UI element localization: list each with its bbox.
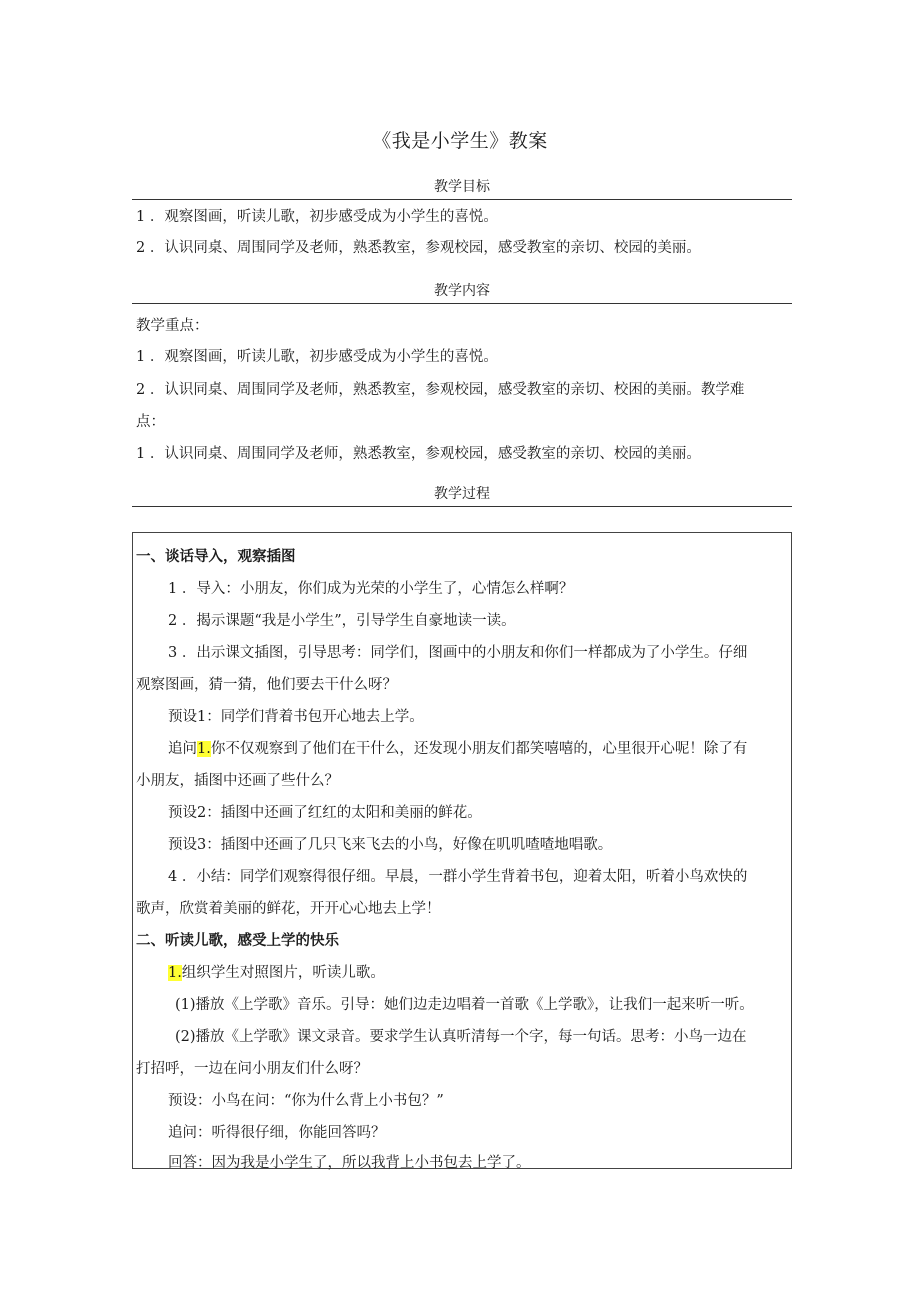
highlighted-number: 1. (168, 965, 182, 981)
process-line: 回答：因为我是小学生了，所以我背上小书包去上学了。 (168, 1155, 531, 1171)
follow-up-text: 你不仅观察到了他们在干什么，还发现小朋友们都笑嘻嘻的，心里很开心呢！除了有 (210, 741, 748, 757)
process-line: 歌声，欣赏着美丽的鲜花，开开心心地去上学！ (136, 901, 441, 917)
process-line: 预设1：同学们背着书包开心地去上学。 (168, 709, 424, 725)
process-line: 2 ．揭示课题“我是小学生”，引导学生自豪地读一读。 (168, 613, 516, 629)
process-line: 追问：听得很仔细，你能回答吗？ (168, 1125, 386, 1141)
key-points-label: 教学重点： (136, 318, 209, 334)
process-line: 观察图画，猜一猜，他们要去干什么呀？ (136, 677, 397, 693)
process-line: 预设2：插图中还画了红红的太阳和美丽的鲜花。 (168, 805, 482, 821)
part2-heading: 二、听读儿歌，感受上学的快乐 (136, 933, 339, 949)
process-line: 预设：小鸟在问：“你为什么背上小书包？” (168, 1093, 444, 1109)
process-line: 打招呼，一边在问小朋友们什么呀？ (136, 1061, 368, 1077)
key-point-item: 1 ．观察图画，听读儿歌，初步感受成为小学生的喜悦。 (136, 349, 498, 365)
objective-item: 2 ．认识同桌、周围同学及老师，熟悉教室，参观校园，感受教室的亲切、校园的美丽。 (136, 240, 701, 256)
difficult-point-item: 1 ．认识同桌、周围同学及老师，熟悉教室，参观校园，感受教室的亲切、校园的美丽。 (136, 446, 701, 462)
section-heading-process: 教学过程 (132, 483, 792, 507)
process-line: 小朋友，插图中还画了些什么？ (136, 773, 339, 789)
process-line: 预设3：插图中还画了几只飞来飞去的小鸟，好像在叽叽喳喳地唱歌。 (168, 837, 613, 853)
highlighted-number: 1. (197, 741, 211, 757)
follow-up-prefix: 追问 (168, 741, 197, 757)
process-line: (2)播放《上学歌》课文录音。要求学生认真听清每一个字，每一句话。思考：小鸟一边在 (175, 1029, 747, 1045)
key-point-item: 2 ．认识同桌、周围同学及老师，熟悉教室，参观校园，感受教室的亲切、校困的美丽。教学难 (136, 382, 745, 398)
section-heading-content: 教学内容 (132, 280, 792, 304)
key-point-wrap: 点： (136, 414, 165, 430)
process-line: (1)播放《上学歌》音乐。引导：她们边走边唱着一首歌《上学歌》，让我们一起来听一听。 (175, 997, 754, 1013)
objective-item: 1 ．观察图画，听读儿歌，初步感受成为小学生的喜悦。 (136, 209, 498, 225)
process-line: 1 ．导入：小朋友，你们成为光荣的小学生了，心情怎么样啊？ (168, 581, 574, 597)
process-text: 组织学生对照图片，听读儿歌。 (181, 965, 385, 981)
process-line (168, 961, 385, 982)
follow-up-line (168, 737, 747, 758)
document-title: 《我是小学生》教案 (372, 130, 548, 152)
part1-heading: 一、谈话导入，观察插图 (136, 549, 296, 565)
process-table (132, 532, 792, 1169)
section-heading-objectives: 教学目标 (132, 176, 792, 200)
process-line: 4 ．小结：同学们观察得很仔细。早晨，一群小学生背着书包，迎着太阳，听着小鸟欢快的 (168, 869, 748, 885)
process-line: 3 ．出示课文插图，引导思考：同学们，图画中的小朋友和你们一样都成为了小学生。仔细 (168, 645, 748, 661)
